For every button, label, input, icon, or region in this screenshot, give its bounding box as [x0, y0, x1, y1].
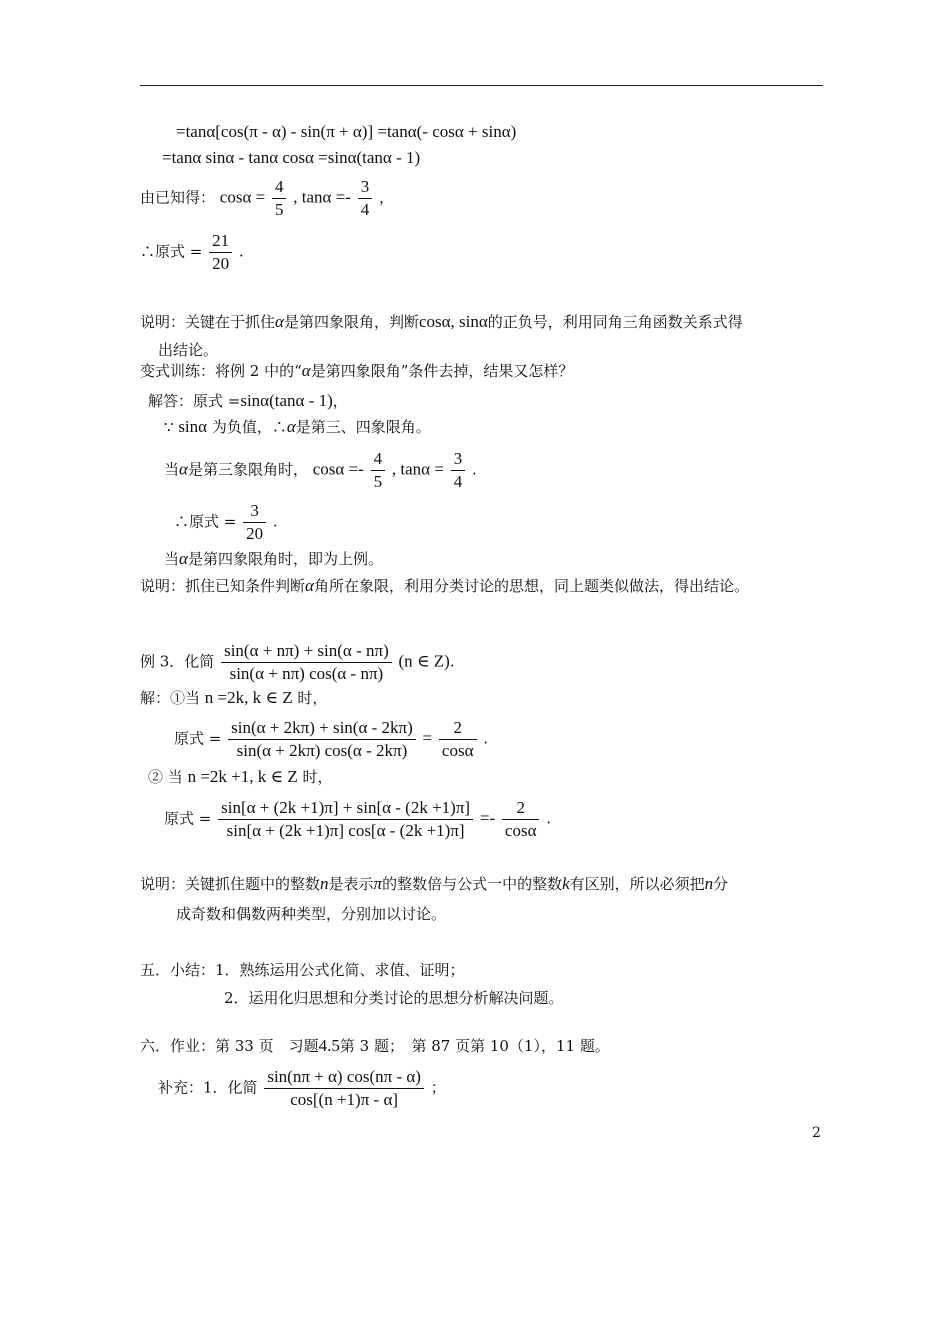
- text: .: [238, 242, 244, 261]
- text: .: [449, 652, 455, 671]
- math: n =2k +1, k ∈ Z: [187, 767, 298, 786]
- text: 说明：抓住已知条件判断: [140, 577, 306, 595]
- math: cosα =: [219, 187, 266, 207]
- text: 的整数倍与公式一中的整数: [382, 875, 563, 893]
- eq-line-2: =tanα sinα - tanα cosα =sinα(tanα - 1): [162, 148, 421, 167]
- text: 是第三象限角时，: [187, 460, 308, 479]
- note-1: [140, 312, 743, 332]
- math: , tanα =-: [293, 187, 351, 207]
- fraction: [264, 1066, 424, 1111]
- text: 说明：关键在于抓住: [140, 313, 276, 331]
- solution-result-2: [164, 797, 551, 842]
- math: sinα(tanα - 1): [240, 391, 333, 410]
- text: 有区别，所以必须把: [569, 875, 705, 893]
- numerator: 21: [209, 230, 232, 253]
- text: 解：①当: [140, 689, 201, 707]
- result-line-1: [140, 230, 244, 275]
- math: 4.5: [318, 1036, 340, 1055]
- note-2: [140, 576, 749, 596]
- math: α: [301, 361, 311, 380]
- note-3-cont: 成奇数和偶数两种类型，分别加以讨论。: [176, 905, 447, 923]
- text: 角所在象限，利用分类讨论的思想，同上题类似做法，得出结论。: [313, 577, 749, 595]
- text: 是第三、四象限角。: [295, 418, 431, 436]
- text: ；: [430, 1078, 446, 1097]
- text: 由已知得：: [140, 188, 216, 207]
- fraction: [228, 717, 416, 762]
- math: n =2k, k ∈ Z: [204, 688, 293, 707]
- text: 变式训练：将例 2 中的“: [140, 362, 302, 380]
- text: 是第四象限角”条件去掉，结果又怎样？: [310, 362, 574, 380]
- example-3: [140, 640, 455, 685]
- known-values-line: [140, 176, 394, 221]
- text: ，: [379, 188, 395, 207]
- numerator: sin(nπ + α) cos(nπ - α): [264, 1066, 424, 1089]
- text: 原式 =: [174, 729, 222, 748]
- math: α: [179, 549, 188, 568]
- numerator: sin[α + (2k +1)π] + sin[α - (2k +1)π]: [218, 797, 473, 820]
- text: 说明：关键抓住题中的整数: [140, 875, 321, 893]
- numerator: 4: [371, 448, 386, 471]
- text: 原式 =: [164, 809, 212, 828]
- note-1-cont: 出结论。: [158, 341, 219, 359]
- text: 解答：原式 =: [148, 392, 241, 410]
- math: cosα, sinα: [418, 312, 488, 331]
- text: 例 3．化简: [140, 652, 215, 671]
- solution-case-2: [148, 767, 333, 787]
- page-number: 2: [812, 1125, 821, 1141]
- answer-line-1: [148, 391, 348, 411]
- text: ，: [332, 392, 348, 410]
- text: 是第四象限角，判断: [283, 313, 419, 331]
- text: 为负值，∴: [207, 418, 287, 436]
- math: π: [373, 874, 383, 893]
- math: n: [704, 874, 714, 893]
- summary-2: 2．运用化归思想和分类讨论的思想分析解决问题。: [224, 989, 564, 1007]
- math: cosα =-: [312, 459, 364, 479]
- math: α: [179, 459, 188, 479]
- fraction: [243, 500, 266, 545]
- text: 时，: [297, 689, 328, 707]
- solution-result-1: [174, 717, 488, 762]
- answer-line-2: [164, 417, 431, 437]
- text: .: [546, 809, 552, 828]
- denominator: cos[(n +1)π - α]: [290, 1090, 399, 1109]
- homework: [140, 1036, 610, 1056]
- math: sinα: [178, 417, 208, 436]
- denominator: sin(α + 2kπ) cos(α - 2kπ): [236, 741, 408, 760]
- fraction: [439, 717, 477, 762]
- math: α: [305, 576, 314, 595]
- text: 六．作业：第 33 页 习题: [140, 1037, 319, 1055]
- text: ∵: [164, 418, 179, 436]
- text: 分: [713, 875, 729, 893]
- numerator: 2: [439, 717, 477, 740]
- denominator: 20: [246, 524, 264, 543]
- numerator: 3: [243, 500, 266, 523]
- text: 第 3 题； 第 87 页第 10（1），11 题。: [339, 1037, 610, 1055]
- denominator: 5: [373, 472, 383, 491]
- text: ② 当: [148, 768, 183, 786]
- fraction: [371, 448, 386, 493]
- text: .: [471, 460, 477, 479]
- text: 时，: [302, 768, 333, 786]
- text: ∴原式 =: [174, 512, 237, 531]
- denominator: 4: [453, 472, 463, 491]
- case-third-quadrant: [164, 448, 477, 493]
- numerator: sin(α + 2kπ) + sin(α - 2kπ): [228, 717, 416, 740]
- numerator: 3: [451, 448, 466, 471]
- denominator: cosα: [441, 741, 474, 760]
- denominator: 5: [274, 200, 284, 219]
- text: 的正负号，利用同角三角函数关系式得: [487, 313, 743, 331]
- denominator: 4: [360, 200, 370, 219]
- math: =-: [479, 808, 496, 828]
- text: 是第四象限角时，即为上例。: [187, 550, 383, 568]
- header-rule: [140, 85, 823, 86]
- note-3: [140, 874, 728, 894]
- numerator: 4: [272, 176, 287, 199]
- eq-line-1: =tanα[cos(π - α) - sin(π + α)] =tanα(- cosα + sinα): [176, 122, 517, 141]
- fraction: [209, 230, 232, 275]
- denominator: cosα: [504, 821, 537, 840]
- denominator: sin[α + (2k +1)π] cos[α - (2k +1)π]: [226, 821, 465, 840]
- math: α: [275, 312, 284, 331]
- variant-training: [140, 361, 573, 381]
- fraction: [502, 797, 540, 842]
- numerator: 2: [502, 797, 540, 820]
- fraction: [451, 448, 466, 493]
- text: .: [272, 512, 278, 531]
- denominator: sin(α + nπ) cos(α - nπ): [229, 664, 384, 683]
- numerator: 3: [358, 176, 373, 199]
- math: k: [562, 874, 570, 893]
- text: .: [483, 729, 489, 748]
- math: (n ∈ Z): [398, 651, 450, 671]
- result-third-quadrant: [174, 500, 278, 545]
- fraction: [218, 797, 473, 842]
- solution-case-1: [140, 688, 327, 708]
- text: 是表示: [328, 875, 374, 893]
- numerator: sin(α + nπ) + sin(α - nπ): [221, 640, 392, 663]
- text: ∴原式 =: [140, 242, 203, 261]
- math: n: [320, 874, 329, 893]
- text: 当: [164, 460, 180, 479]
- fraction: [358, 176, 373, 221]
- fraction: [272, 176, 287, 221]
- math: , tanα =: [391, 459, 444, 479]
- summary-1: 五．小结：1．熟练运用公式化简、求值、证明；: [140, 961, 465, 979]
- case-fourth-quadrant: [164, 549, 383, 569]
- text: 补充：1．化简: [158, 1078, 258, 1097]
- text: 当: [164, 550, 180, 568]
- supplement: [158, 1066, 446, 1111]
- denominator: 20: [212, 254, 230, 273]
- math: =: [422, 728, 433, 748]
- math: α: [286, 417, 296, 436]
- fraction: [221, 640, 392, 685]
